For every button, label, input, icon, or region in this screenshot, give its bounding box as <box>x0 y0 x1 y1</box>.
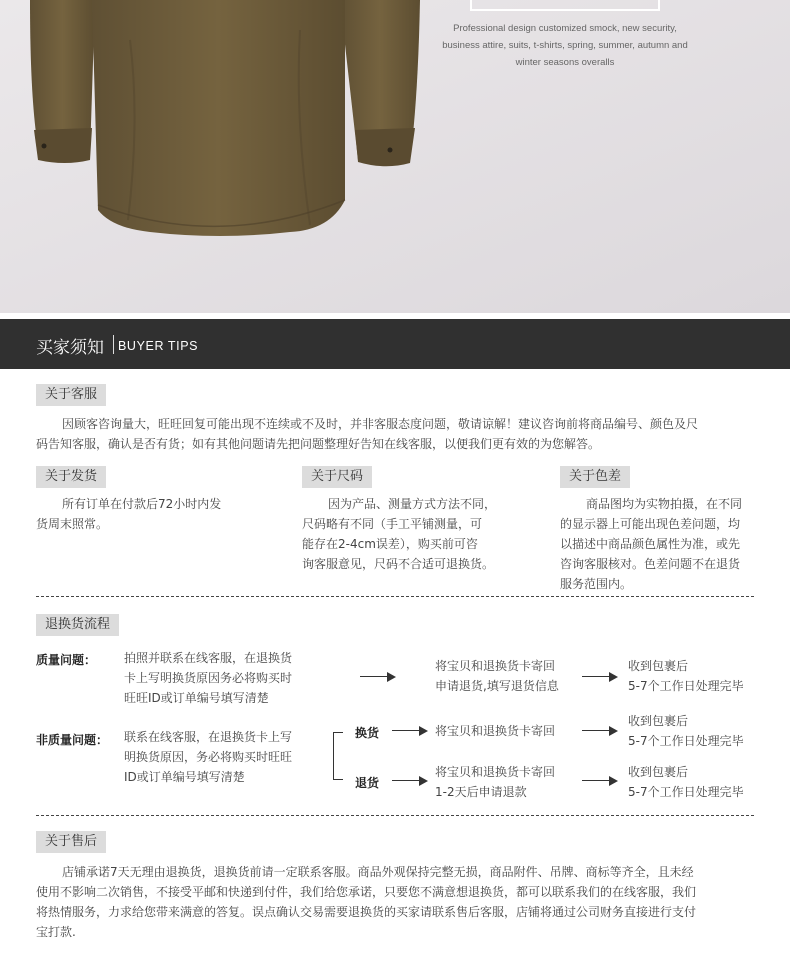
arrow-right-icon <box>582 726 618 736</box>
text-line: 宝打款. <box>36 925 76 939</box>
quality-issue-label: 质量问题： <box>36 653 97 667</box>
caption-frame <box>470 0 660 11</box>
text-line: 5-7个工作日处理完毕 <box>628 785 744 799</box>
quality-end-step <box>628 656 756 696</box>
buyer-tips-header <box>0 319 790 369</box>
color-diff-tag: 关于色差 <box>560 466 630 488</box>
text-line: 所有订单在付款后72小时内发 <box>62 497 222 511</box>
text-line: 申请退货,填写退货信息 <box>435 679 559 693</box>
text-line: 询客服意见，尺码不合适可退换货。 <box>302 557 495 571</box>
text-line: 服务范围内。 <box>560 577 633 591</box>
text-line: 的显示器上可能出现色差问题，均 <box>560 517 741 531</box>
left-cuff-button <box>42 144 47 149</box>
product-photo <box>0 0 790 313</box>
shipping-tag: 关于发货 <box>36 466 106 488</box>
text-line: 能存在2-4cm误差），购买前可咨 <box>302 537 478 551</box>
size-tag: 关于尺码 <box>302 466 372 488</box>
refund-label: 退货 <box>355 776 380 790</box>
customer-service-text <box>36 414 756 454</box>
after-sales-text <box>36 862 756 942</box>
text-line: 卡上写明换货原因务必将购买时 <box>124 671 293 685</box>
text-line: 将宝贝和退换货卡寄回 <box>435 765 556 779</box>
text-line: ID或订单编号填写清楚 <box>124 770 245 784</box>
text-line: 收到包裹后 <box>628 765 689 779</box>
text-line: 将热情服务，力求给您带来满意的答复。误点确认交易需要退换货的买家请联系售后客服，店铺将通过公司财务直接进行支付 <box>36 905 697 919</box>
text-line: 5-7个工作日处理完毕 <box>628 679 744 693</box>
right-cuff <box>355 128 415 166</box>
text-line: 因顾客咨询量大，旺旺回复可能出现不连续或不及时，并非客服态度问题，敬请谅解！建议咨询前将商品编号、颜色及尺 <box>62 417 699 431</box>
text-line: 咨询客服核对。色差问题不在退货 <box>560 557 741 571</box>
color-diff-text <box>560 494 760 594</box>
text-line: 旺旺ID或订单编号填写清楚 <box>124 691 269 705</box>
branch-bracket <box>333 732 343 780</box>
quality-steps <box>124 648 324 708</box>
header-title-cn: 买家须知 <box>36 338 104 358</box>
size-text <box>302 494 522 574</box>
refund-middle-step <box>435 762 585 802</box>
arrow-right-icon <box>582 672 618 682</box>
right-cuff-button <box>388 148 393 153</box>
exchange-label: 换货 <box>355 726 380 740</box>
text-line: 货周末照常。 <box>36 517 109 531</box>
arrow-right-icon <box>360 672 396 682</box>
section-divider <box>36 596 754 597</box>
non-quality-steps <box>124 727 324 787</box>
text-line: 商品图均为实物拍摄，在不同 <box>586 497 743 511</box>
customer-service-tag: 关于客服 <box>36 384 106 406</box>
text-line: 收到包裹后 <box>628 659 689 673</box>
photo-caption <box>430 20 700 71</box>
text-line: 5-7个工作日处理完毕 <box>628 734 744 748</box>
shipping-text <box>36 494 256 534</box>
exchange-middle-step <box>435 721 585 741</box>
text-line: 因为产品、测量方式方法不同， <box>328 497 497 511</box>
exchange-end-step <box>628 711 756 751</box>
caption-line: Professional design customized smock, new security, <box>453 23 677 34</box>
text-line: 店铺承诺7天无理由退换货，退换货前请一定联系客服。商品外观保持完整无损，商品附件、吊牌、商标等齐全，且未经 <box>62 865 694 879</box>
caption-line: winter seasons overalls <box>515 57 615 68</box>
text-line: 1-2天后申请退款 <box>435 785 527 799</box>
section-divider <box>36 815 754 816</box>
text-line: 使用不影响二次销售，不接受平邮和快递到付件，我们给您承诺，只要您不满意想退换货，都可以联系我们的在线客服，我们 <box>36 885 697 899</box>
after-sales-tag: 关于售后 <box>36 831 106 853</box>
text-line: 联系在线客服，在退换货卡上写 <box>124 730 293 744</box>
text-line: 将宝贝和退换货卡寄回 <box>435 724 556 738</box>
header-title-en: BUYER TIPS <box>118 339 199 353</box>
quality-middle-step <box>435 656 585 696</box>
arrow-right-icon <box>392 726 428 736</box>
text-line: 明换货原因，务必将购买时旺旺 <box>124 750 293 764</box>
caption-line: business attire, suits, t-shirts, spring, summer, autumn and <box>442 40 688 51</box>
text-line: 以描述中商品颜色属性为准，或先 <box>560 537 741 551</box>
refund-end-step <box>628 762 756 802</box>
arrow-right-icon <box>582 776 618 786</box>
arrow-right-icon <box>392 776 428 786</box>
text-line: 尺码略有不同（手工平铺测量，可 <box>302 517 483 531</box>
text-line: 将宝贝和退换货卡寄回 <box>435 659 556 673</box>
header-divider <box>113 335 114 354</box>
return-flow-tag: 退换货流程 <box>36 614 119 636</box>
non-quality-issue-label: 非质量问题： <box>36 733 109 747</box>
text-line: 收到包裹后 <box>628 714 689 728</box>
text-line: 拍照并联系在线客服，在退换货 <box>124 651 293 665</box>
text-line: 码告知客服，确认是否有货；如有其他问题请先把问题整理好告知在线客服，以便我们更有效的为您解答。 <box>36 437 601 451</box>
